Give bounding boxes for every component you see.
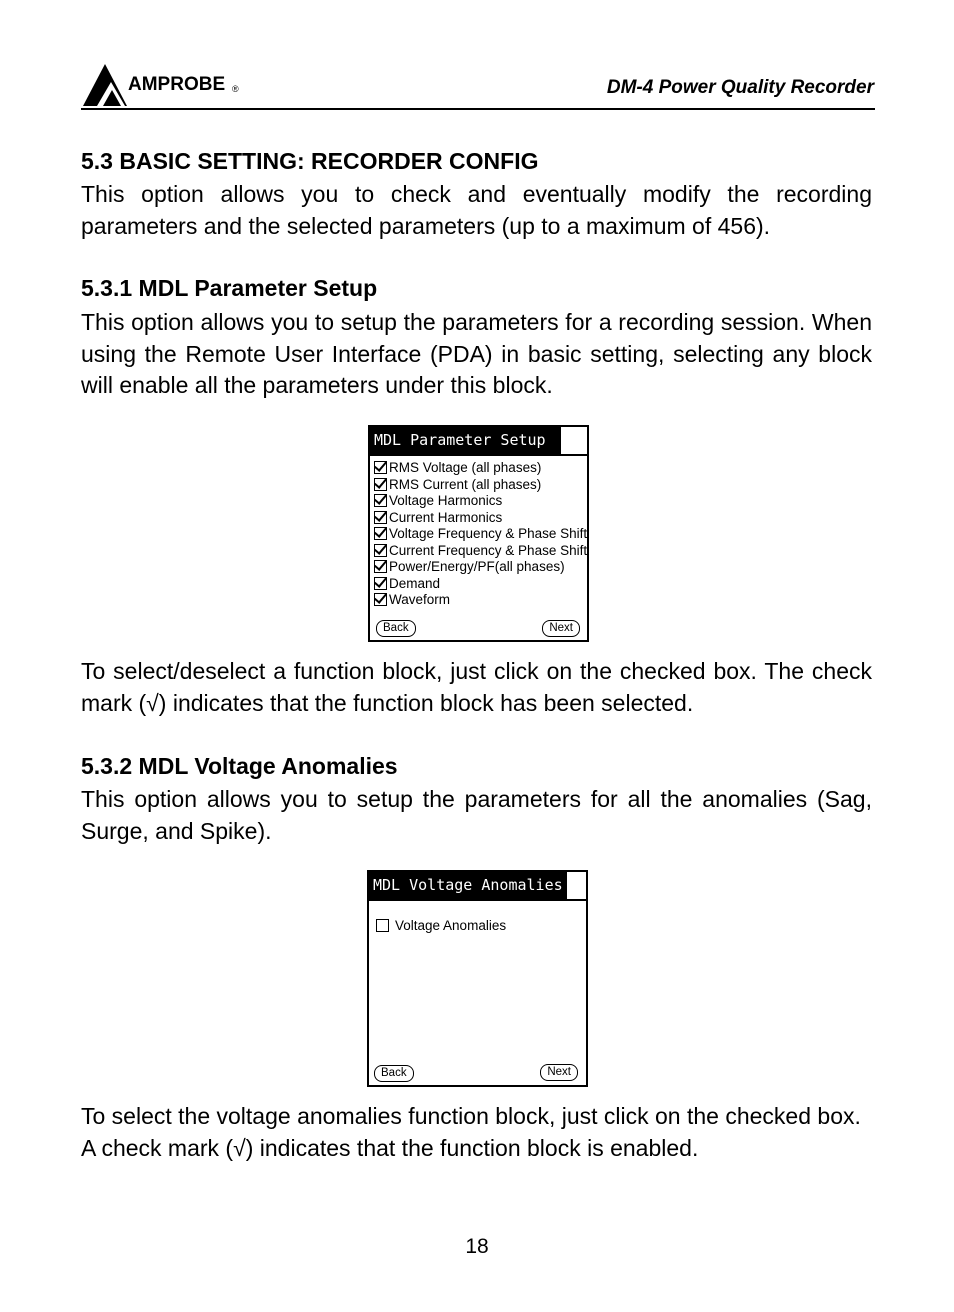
screen-title-divider (369, 899, 586, 901)
parameter-row-waveform[interactable]: Waveform (374, 591, 450, 608)
checkbox-checked-icon[interactable] (374, 494, 387, 507)
mdl-voltage-anomalies-screen (367, 870, 588, 1087)
registered-mark: ® (232, 84, 239, 94)
screen-title-divider (370, 454, 587, 456)
section-body-5-3: This option allows you to check and eventually modify the recording parameters and the selected parameters (up to a maximum of 456). (81, 181, 872, 239)
checkbox-checked-icon[interactable] (374, 478, 387, 491)
section-heading-5-3-1: 5.3.1 MDL Parameter Setup (81, 275, 378, 301)
checkbox-checked-icon[interactable] (374, 544, 387, 557)
parameter-row-current-frequency[interactable]: Current Frequency & Phase Shift (374, 542, 587, 559)
parameter-row-current-harmonics[interactable]: Current Harmonics (374, 509, 502, 526)
checkbox-checked-icon[interactable] (374, 461, 387, 474)
checkbox-checked-icon[interactable] (374, 511, 387, 524)
parameter-row-voltage-frequency[interactable]: Voltage Frequency & Phase Shift (374, 525, 587, 542)
anomaly-row-voltage-anomalies[interactable]: Voltage Anomalies (376, 917, 506, 934)
section-heading-5-3-2: 5.3.2 MDL Voltage Anomalies (81, 753, 398, 779)
checkbox-checked-icon[interactable] (374, 527, 387, 540)
section-heading-5-3: 5.3 BASIC SETTING: RECORDER CONFIG (81, 148, 539, 174)
checkbox-checked-icon[interactable] (374, 560, 387, 573)
checkbox-unchecked-icon[interactable] (376, 919, 389, 932)
parameter-row-rms-voltage[interactable]: RMS Voltage (all phases) (374, 459, 541, 476)
screen-title: MDL Parameter Setup (370, 427, 561, 454)
section-body-5-3-1: This option allows you to setup the parameters for a recording session. When using the Remote User Interface (PDA) in basic setting, selecting any block will enable all the parameters under this block. (81, 309, 872, 398)
parameter-row-rms-current[interactable]: RMS Current (all phases) (374, 476, 541, 493)
checkbox-checked-icon[interactable] (374, 593, 387, 606)
section-note-5-3-2-line2: A check mark (√) indicates that the function block is enabled. (81, 1135, 699, 1161)
section-note-5-3-2-line1: To select the voltage anomalies function block, just click on the checked box. (81, 1103, 861, 1129)
document-title: DM-4 Power Quality Recorder (606, 77, 874, 98)
parameter-row-demand[interactable]: Demand (374, 575, 440, 592)
back-button[interactable]: Back (374, 1065, 414, 1082)
section-body-5-3-2: This option allows you to setup the parameters for all the anomalies (Sag, Surge, and Spike). (81, 786, 872, 844)
parameter-row-power-energy[interactable]: Power/Energy/PF(all phases) (374, 558, 565, 575)
section-note-5-3-1: To select/deselect a function block, just click on the checked box. The check mark (√) indicates that the function block has been selected. (81, 658, 872, 716)
brand-name: AMPROBE (128, 74, 226, 95)
next-button[interactable]: Next (540, 1064, 578, 1081)
parameter-row-voltage-harmonics[interactable]: Voltage Harmonics (374, 492, 502, 509)
header-divider (81, 108, 875, 110)
page-number: 18 (465, 1235, 489, 1258)
back-button[interactable]: Back (376, 620, 416, 637)
checkbox-checked-icon[interactable] (374, 577, 387, 590)
mdl-parameter-setup-screen (368, 425, 589, 642)
next-button[interactable]: Next (542, 620, 580, 637)
screen-title: MDL Voltage Anomalies (369, 872, 567, 899)
